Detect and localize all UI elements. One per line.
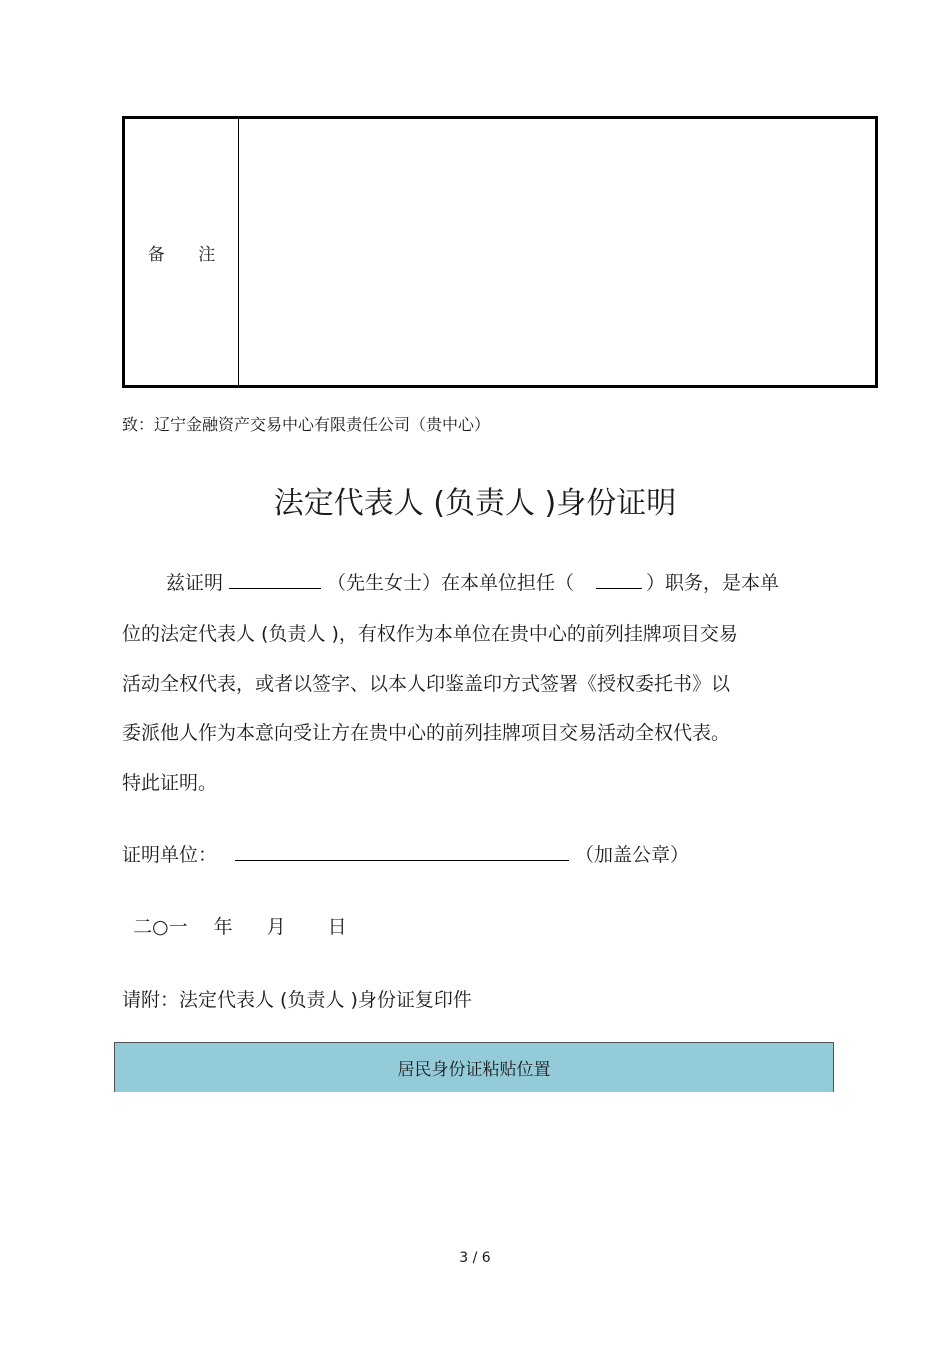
body-line-2: 位的法定代表人 (负责人 )，有权作为本单位在贵中心的前列挂牌项目交易: [122, 623, 738, 645]
body-line-1-mid: （先生女士）在本单位担任（: [327, 572, 575, 594]
seal-note: （加盖公章）: [575, 844, 690, 866]
id-card-paste-area: [114, 1042, 834, 1092]
remarks-content: [239, 119, 875, 385]
name-blank: [229, 568, 321, 589]
certifying-unit-label: 证明单位：: [122, 844, 218, 866]
remarks-label: 备 注: [125, 119, 239, 385]
date-line: [133, 912, 347, 939]
addressee: 致：辽宁金融资产交易中心有限责任公司（贵中心）: [122, 415, 491, 434]
date-year-prefix: 二○一: [133, 916, 188, 938]
date-year: 年: [213, 916, 233, 938]
attachment-note: 请附：法定代表人 (负责人 )身份证复印件: [122, 989, 472, 1011]
document-title: 法定代表人 (负责人 )身份证明: [273, 486, 677, 521]
body-line-3: 活动全权代表，或者以签字、以本人印鉴盖印方式签署《授权委托书》以: [122, 673, 731, 695]
page-number: 3 / 6: [459, 1250, 491, 1266]
date-month: 月: [266, 916, 286, 938]
body-line-1-start: 兹证明: [166, 572, 224, 594]
date-day: 日: [327, 916, 347, 938]
remarks-table: [122, 116, 878, 388]
id-card-paste-label: 居民身份证粘贴位置: [397, 1060, 551, 1080]
certifying-unit-blank: [235, 840, 569, 861]
body-line-5: 特此证明。: [122, 772, 218, 794]
certifying-unit-line: [122, 840, 689, 867]
body-line-1: [166, 568, 779, 595]
body-line-4: 委派他人作为本意向受让方在贵中心的前列挂牌项目交易活动全权代表。: [122, 722, 731, 744]
position-blank: [596, 568, 642, 589]
body-line-1-end: ）职务，是本单: [646, 572, 780, 594]
